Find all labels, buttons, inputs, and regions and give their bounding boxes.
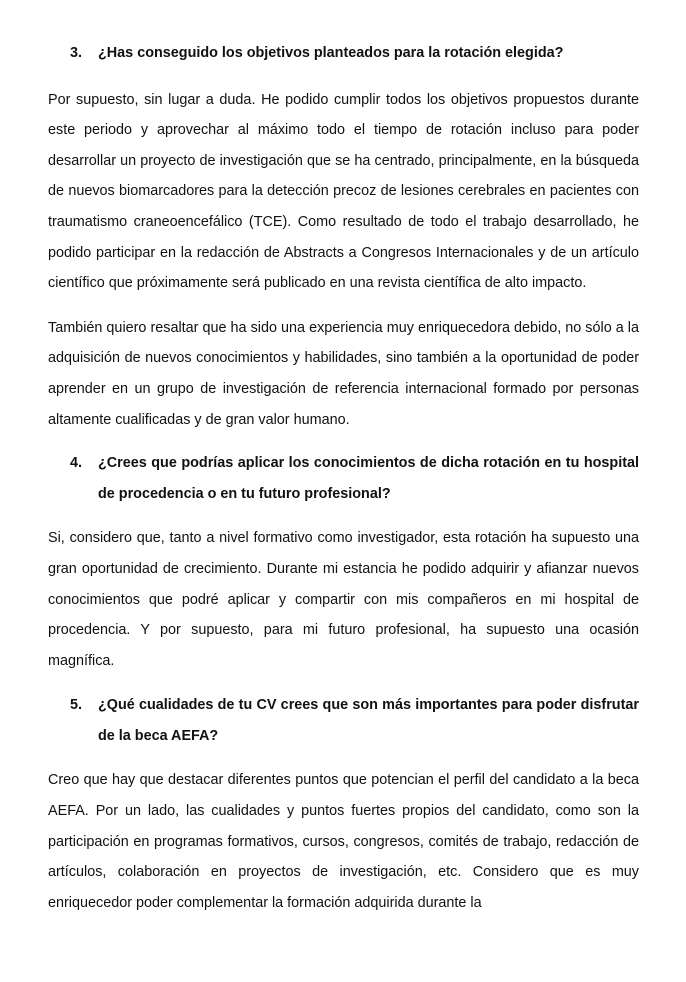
question-3-text: ¿Has conseguido los objetivos planteados para la rotación elegida? [98,45,564,61]
question-4-number: 4. [70,455,83,472]
question-3-heading [70,38,639,69]
document-page [48,0,639,918]
question-5-text: ¿Qué cualidades de tu CV crees que son más importantes para poder disfrutar de la beca AEFA? [98,697,639,744]
question-3-number: 3. [70,45,83,61]
answer-5-paragraph-1: Creo que hay que destacar diferentes puntos que potencian el perfil del candidato a la beca AEFA. Por un lado, las cualidades y puntos fuertes propios del candidato, como son la participación en programas formativos, cursos, congresos, comités de trabajo, redacción de artículos, colaboración en proyectos de investigación, etc. Considero que es muy enriquecedor poder complementar la formación adquirida durante la [48,772,639,911]
question-5-heading [70,690,639,751]
answer-3-paragraph-1: Por supuesto, sin lugar a duda. He podido cumplir todos los objetivos propuestos durante este periodo y aprovechar al máximo todo el tiempo de rotación incluso para poder desarrollar un proyecto de investigación que se ha centrado, principalmente, en la búsqueda de nuevos biomarcadores para la detección precoz de lesiones cerebrales en pacientes con traumatismo craneoencefálico (TCE). Como resultado de todo el trabajo desarrollado, he podido participar en la redacción de Abstracts a Congresos Internacionales y de un artículo científico que próximamente será publicado en una revista científica de alto impacto. [48,91,639,292]
answer-3-paragraph-2: También quiero resaltar que ha sido una experiencia muy enriquecedora debido, no sólo a la adquisición de nuevos conocimientos y habilidades, sino también a la oportunidad de poder aprender en un grupo de investigación de referencia internacional formado por personas altamente cualificadas y de gran valor humano. [48,319,639,428]
question-4-heading [70,448,639,509]
question-5-number: 5. [70,697,83,714]
question-4-text: ¿Crees que podrías aplicar los conocimientos de dicha rotación en tu hospital de procedencia o en tu futuro profesional? [98,455,639,502]
answer-4-paragraph-1: Si, considero que, tanto a nivel formativo como investigador, esta rotación ha supuesto una gran oportunidad de crecimiento. Durante mi estancia he podido adquirir y afianzar nuevos conocimientos que podré aplicar y compartir con mis compañeros en mi hospital de procedencia. Y por supuesto, para mi futuro profesional, ha supuesto una ocasión magnífica. [48,530,639,669]
